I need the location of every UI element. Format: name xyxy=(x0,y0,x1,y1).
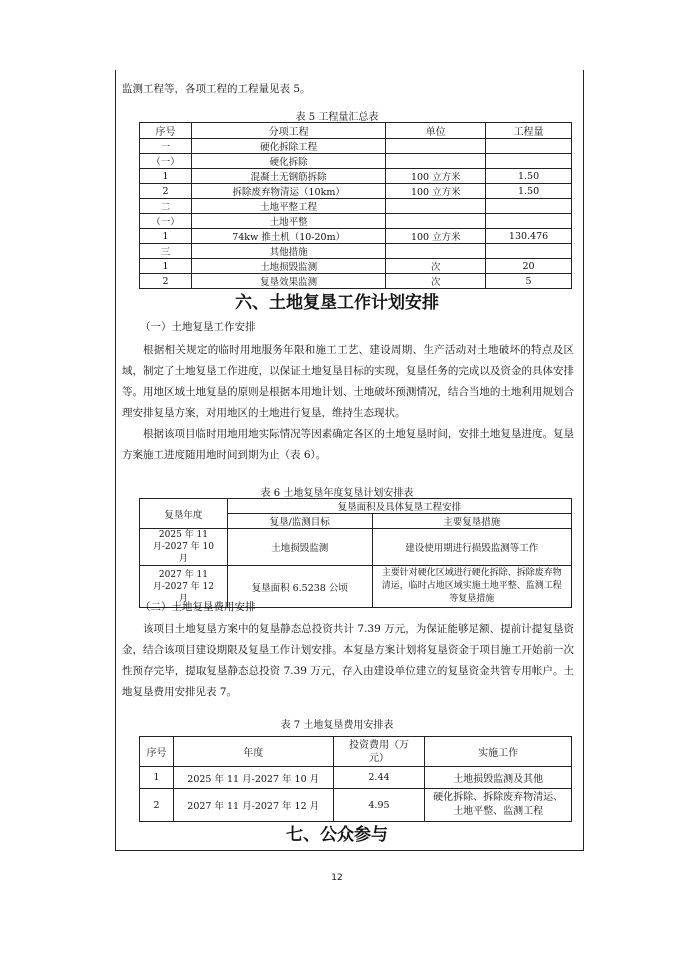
table5-cell: 次 xyxy=(386,274,486,289)
table5-cell xyxy=(486,244,572,259)
table5-caption: 表 5 工程量汇总表 xyxy=(295,112,379,123)
table-row xyxy=(140,139,572,154)
section6-title: 六、土地复垦工作计划安排 xyxy=(235,293,439,313)
table7-header-1: 年度 xyxy=(173,737,333,767)
table5-cell: 100 立方米 xyxy=(386,184,486,199)
section6-paragraph-1: 根据相关规定的临时用地服务年限和施工工艺、建设周期、生产活动对土地破坏的特点及区域，制定了土地复垦工作进度，以保证土地复垦目标的实现，复垦任务的完成以及资金的具体安排等。用地区域土地复垦的原则是根据本用地计划、土地破坏预测情况，结合当地的土地利用规划合理安排复垦方案，对用地区的土地进行复垦，维持生态现状。 xyxy=(122,344,574,419)
table-row xyxy=(140,767,572,789)
table5-cell: 次 xyxy=(386,259,486,274)
page-number: 12 xyxy=(331,873,343,883)
table6-target: 土地损毁监测 xyxy=(227,529,372,566)
table-row xyxy=(140,274,572,289)
table5-cell: 100 立方米 xyxy=(386,229,486,244)
table5-cell: 1 xyxy=(140,259,192,274)
table5-cell: 2 xyxy=(140,274,192,289)
section6-sub1: （一）土地复垦工作安排 xyxy=(140,321,256,333)
section6-paragraph-2: 根据该项目临时用地用地实际情况等因素确定各区的土地复垦时间，安排土地复垦进度。复垦方案施工进度随用地时间到期为止（表 6）。 xyxy=(122,428,574,461)
table7-cell: 硬化拆除、拆除废弃物清运、土地平整、监测工程 xyxy=(425,789,572,822)
table5-header-3: 工程量 xyxy=(486,123,572,139)
table7-header-0: 序号 xyxy=(140,737,174,767)
table-row xyxy=(140,229,572,244)
table5-cell: 三 xyxy=(140,244,192,259)
table5 xyxy=(139,122,572,289)
table7-header-3: 实施工作 xyxy=(425,737,572,767)
table6 xyxy=(139,498,572,608)
table5-cell: 二 xyxy=(140,199,192,214)
table5-cell xyxy=(386,199,486,214)
table7-caption: 表 7 土地复垦费用安排表 xyxy=(280,720,394,731)
table-row xyxy=(140,529,572,566)
table5-cell: 100 立方米 xyxy=(386,169,486,184)
table5-cell: 土地损毁监测 xyxy=(191,259,385,274)
intro-line: 监测工程等，各项工程的工程量见表 5。 xyxy=(122,83,311,95)
table6-target: 复垦面积 6.5238 公顷 xyxy=(227,566,372,608)
table-row xyxy=(140,199,572,214)
section6-sub2: （二）土地复垦费用安排 xyxy=(140,601,256,613)
table7-cell: 4.95 xyxy=(333,789,425,822)
table5-cell: 130.476 xyxy=(486,229,572,244)
table7-header-2: 投资费用（万元） xyxy=(333,737,425,767)
table6-caption: 表 6 土地复垦年度复垦计划安排表 xyxy=(260,488,414,499)
table-row xyxy=(140,184,572,199)
table7-cell: 1 xyxy=(140,767,174,789)
table5-cell xyxy=(486,214,572,229)
table6-year: 2025 年 11 月-2027 年 10 月 xyxy=(140,529,228,566)
table5-cell: 拆除废弃物清运（10km） xyxy=(191,184,385,199)
table7 xyxy=(139,736,572,822)
table6-measure: 主要针对硬化区域进行硬化拆除、拆除废弃物清运，临时占地区域实施土地平整、监测工程等复垦措施 xyxy=(372,566,571,608)
table-row xyxy=(140,789,572,822)
table5-cell: 硬化拆除工程 xyxy=(191,139,385,154)
table5-cell: 74kw 推土机（10-20m） xyxy=(191,229,385,244)
table6-measure: 建设使用期进行损毁监测等工作 xyxy=(372,529,571,566)
table5-cell: 20 xyxy=(486,259,572,274)
table5-header-0: 序号 xyxy=(140,123,192,139)
table7-cell: 土地损毁监测及其他 xyxy=(425,767,572,789)
table5-cell: 其他措施 xyxy=(191,244,385,259)
table6-year: 2027 年 11 月-2027 年 12 月 xyxy=(140,566,228,608)
table6-year-header: 复垦年度 xyxy=(140,499,228,529)
table5-header-2: 单位 xyxy=(386,123,486,139)
table-row xyxy=(140,154,572,169)
table7-cell: 2 xyxy=(140,789,174,822)
table5-cell: 2 xyxy=(140,184,192,199)
table5-header-1: 分项工程 xyxy=(191,123,385,139)
table5-cell: 一 xyxy=(140,139,192,154)
table5-cell: 1.50 xyxy=(486,169,572,184)
table5-cell xyxy=(386,139,486,154)
table5-cell: （一） xyxy=(140,214,192,229)
table5-cell: 复垦效果监测 xyxy=(191,274,385,289)
section7-title: 七、公众参与 xyxy=(286,825,388,845)
table5-cell xyxy=(386,214,486,229)
table6-target-header: 复垦/监测目标 xyxy=(227,514,372,529)
table5-cell xyxy=(486,154,572,169)
table6-group-header: 复垦面积及具体复垦工程安排 xyxy=(227,499,571,514)
section6-paragraph-3: 该项目土地复垦方案中的复垦静态总投资共计 7.39 万元，为保证能够足额、提前计提复垦资金，结合该项目建设期限及复垦工作计划安排。本复垦方案计划将复垦资金于项目施工开始前一次性预存完毕，提取复垦静态总投资 7.39 万元，存入由建设单位建立的复垦资金共管专用帐户。土地复垦费用安排见表 7。 xyxy=(122,623,574,698)
table5-cell: 混凝土无钢筋拆除 xyxy=(191,169,385,184)
table5-cell: 1.50 xyxy=(486,184,572,199)
table5-cell xyxy=(386,244,486,259)
table5-cell xyxy=(486,199,572,214)
table5-cell: （一） xyxy=(140,154,192,169)
table6-measure-header: 主要复垦措施 xyxy=(372,514,571,529)
table5-cell: 硬化拆除 xyxy=(191,154,385,169)
table5-cell: 土地平整 xyxy=(191,214,385,229)
table5-cell: 1 xyxy=(140,169,192,184)
table-row xyxy=(140,169,572,184)
table5-cell: 5 xyxy=(486,274,572,289)
table7-cell: 2027 年 11 月-2027 年 12 月 xyxy=(173,789,333,822)
table7-cell: 2.44 xyxy=(333,767,425,789)
table-row xyxy=(140,214,572,229)
table5-cell: 土地平整工程 xyxy=(191,199,385,214)
table5-cell: 1 xyxy=(140,229,192,244)
table-row xyxy=(140,259,572,274)
table5-cell xyxy=(486,139,572,154)
table7-cell: 2025 年 11 月-2027 年 10 月 xyxy=(173,767,333,789)
table-row xyxy=(140,244,572,259)
table5-cell xyxy=(386,154,486,169)
